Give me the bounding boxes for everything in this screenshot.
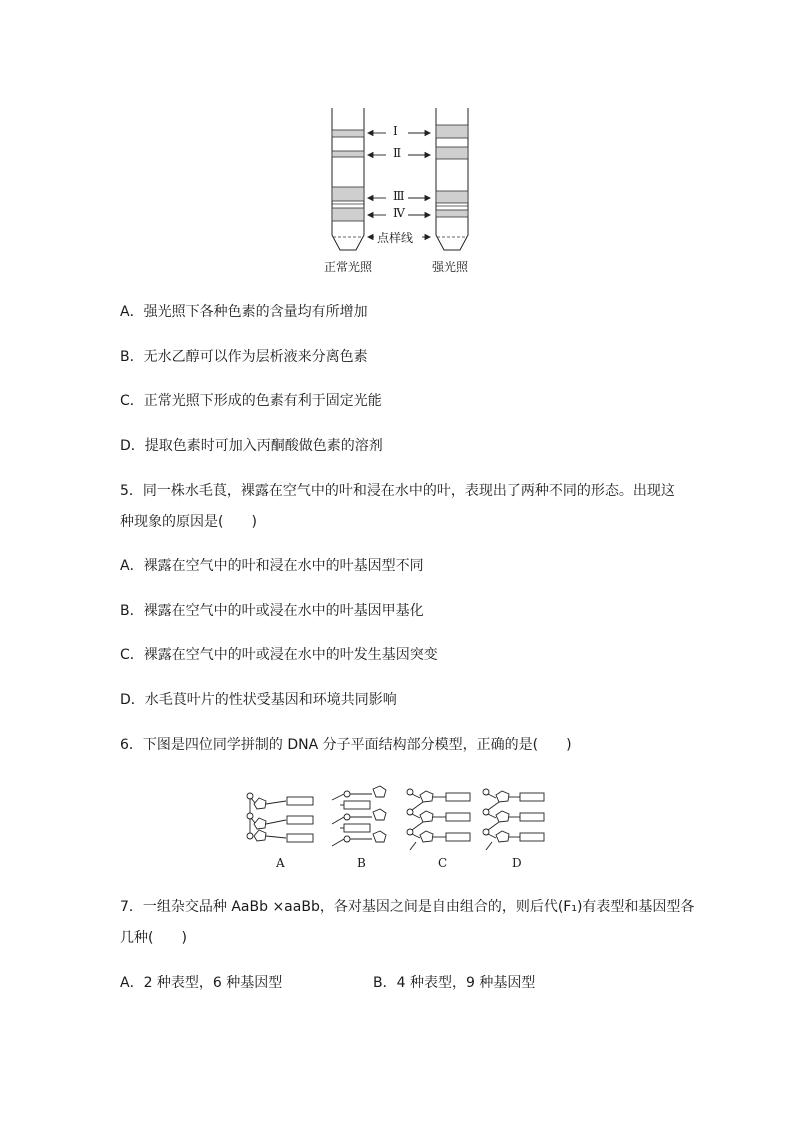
band-label-2: Ⅱ [393,146,402,160]
band-strong-4 [436,210,468,217]
q5-option-c: C．裸露在空气中的叶或浸在水中的叶发生基因突变 [120,647,438,663]
q5-option-a: A．裸露在空气中的叶和浸在水中的叶基因型不同 [120,558,424,574]
dna-model-c [407,789,470,850]
band-normal-3 [332,187,364,201]
q5-option-d: D．水毛茛叶片的性状受基因和环境共同影响 [120,692,397,708]
tube-label-strong: 强光照 [432,260,469,274]
q7-stem-line1: 7．一组杂交品种 AaBb ×aaBb，各对基因之间是自由组合的，则后代(F₁)有表型和基因型各 [120,899,695,915]
band-strong-3 [436,191,468,203]
dna-model-label-a: A [276,856,285,870]
band-normal-1 [332,130,364,137]
q7-stem-line2: 几种( ) [120,930,187,946]
q4-option-d: D．提取色素时可加入丙酮酸做色素的溶剂 [120,438,383,454]
band-label-3: Ⅲ [393,189,405,203]
dna-model-label-c: C [438,856,448,870]
dna-model-label-b: B [357,856,366,870]
band-strong-1 [436,125,468,138]
band-normal-2 [332,151,364,157]
q4-option-b: B．无水乙醇可以作为层析液来分离色素 [120,349,368,365]
dna-model-a [247,793,313,842]
band-label-1: Ⅰ [393,124,398,138]
q4-option-a: A．强光照下各种色素的含量均有所增加 [120,304,368,320]
band-strong-2 [436,147,468,159]
tube-normal-outline [332,108,364,250]
tube-label-normal: 正常光照 [324,260,373,274]
band-label-4: Ⅳ [393,206,405,220]
dna-model-b [332,786,386,846]
baseline-label: 点样线 [377,231,414,245]
band-normal-4 [332,208,364,221]
dna-model-label-d: D [512,856,522,870]
dna-models-diagram [240,784,560,854]
q6-stem: 6．下图是四位同学拼制的 DNA 分子平面结构部分模型，正确的是( ) [120,737,572,753]
q5-option-b: B．裸露在空气中的叶或浸在水中的叶基因甲基化 [120,603,424,619]
dna-model-d [483,789,544,850]
q5-stem-line1: 5．同一株水毛茛，裸露在空气中的叶和浸在水中的叶，表现出了两种不同的形态。出现这 [120,483,675,499]
q7-option-b: B．4 种表型，9 种基因型 [373,975,536,991]
q7-option-a: A．2 种表型，6 种基因型 [120,975,283,991]
q5-stem-line2: 种现象的原因是( ) [120,514,257,530]
q4-option-c: C．正常光照下形成的色素有利于固定光能 [120,393,382,409]
